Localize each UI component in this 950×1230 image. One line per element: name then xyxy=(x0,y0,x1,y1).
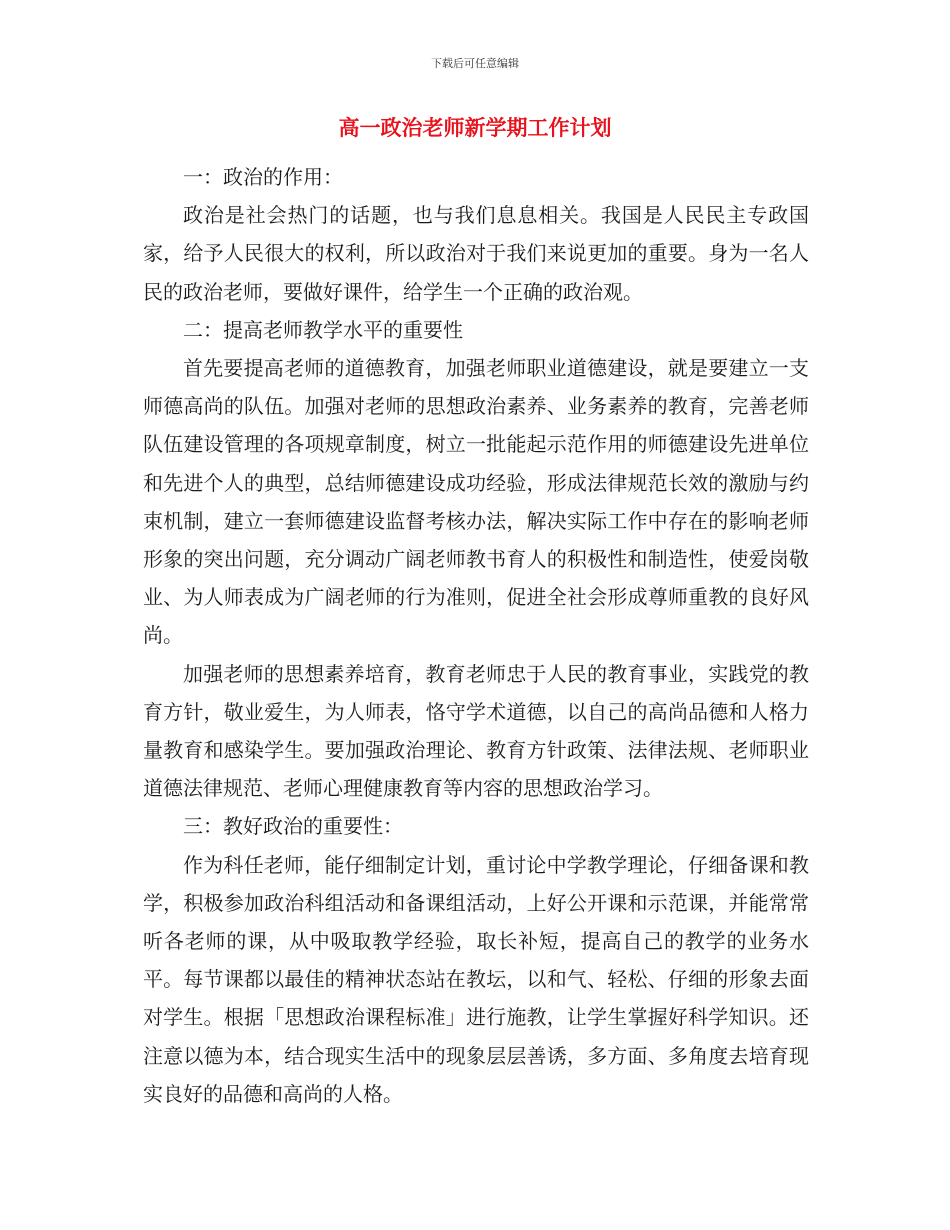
document-title: 高一政治老师新学期工作计划 xyxy=(338,116,612,140)
section-heading-2: 二：提高老师教学水平的重要性 xyxy=(183,317,463,342)
paragraph-4: 作为科任老师，能仔细制定计划，重讨论中学教学理论，仔细备课和教学，积极参加政治科组活动和备课组活动，上好公开课和示范课，并能常常听各老师的课，从中吸取教学经验，取长补短，提高自己的教学的业务水平。每节课都以最佳的精神状态站在教坛，以和气、轻松、仔细的形象去面对学生。根据「思想政治课程标准」进行施教，让学生掌握好科学知识。还注意以德为本，结合现实生活中的现象层层善诱，多方面、多角度去培育现实良好的品德和高尚的人格。 xyxy=(143,852,809,1106)
paragraph-1: 政治是社会热门的话题，也与我们息息相关。我国是人民民主专政国家，给予人民很大的权利，所以政治对于我们来说更加的重要。身为一名人民的政治老师，要做好课件，给学生一个正确的政治观。 xyxy=(143,203,809,304)
paragraph-3: 加强老师的思想素养培育，教育老师忠于人民的教育事业，实践党的教育方针，敬业爱生，为人师表，恪守学术道德，以自己的高尚品德和人格力量教育和感染学生。要加强政治理论、教育方针政策、法律法规、老师职业道德法律规范、老师心理健康教育等内容的思想政治学习。 xyxy=(143,661,809,801)
paragraph-2: 首先要提高老师的道德教育，加强老师职业道德建设，就是要建立一支师德高尚的队伍。加强对老师的思想政治素养、业务素养的教育，完善老师队伍建设管理的各项规章制度，树立一批能起示范作用的师德建设先进单位和先进个人的典型，总结师德建设成功经验，形成法律规范长效的激励与约束机制，建立一套师德建设监督考核办法，解决实际工作中存在的影响老师形象的突出问题，充分调动广阔老师教书育人的积极性和制造性，使爱岗敬业、为人师表成为广阔老师的行为准则，促进全社会形成尊师重教的良好风尚。 xyxy=(143,356,809,648)
document-body xyxy=(143,158,809,1113)
section-heading-3: 三：教好政治的重要性： xyxy=(183,814,403,839)
header-note: 下载后可任意编辑 xyxy=(431,57,519,70)
section-heading-1: 一：政治的作用： xyxy=(183,165,343,189)
